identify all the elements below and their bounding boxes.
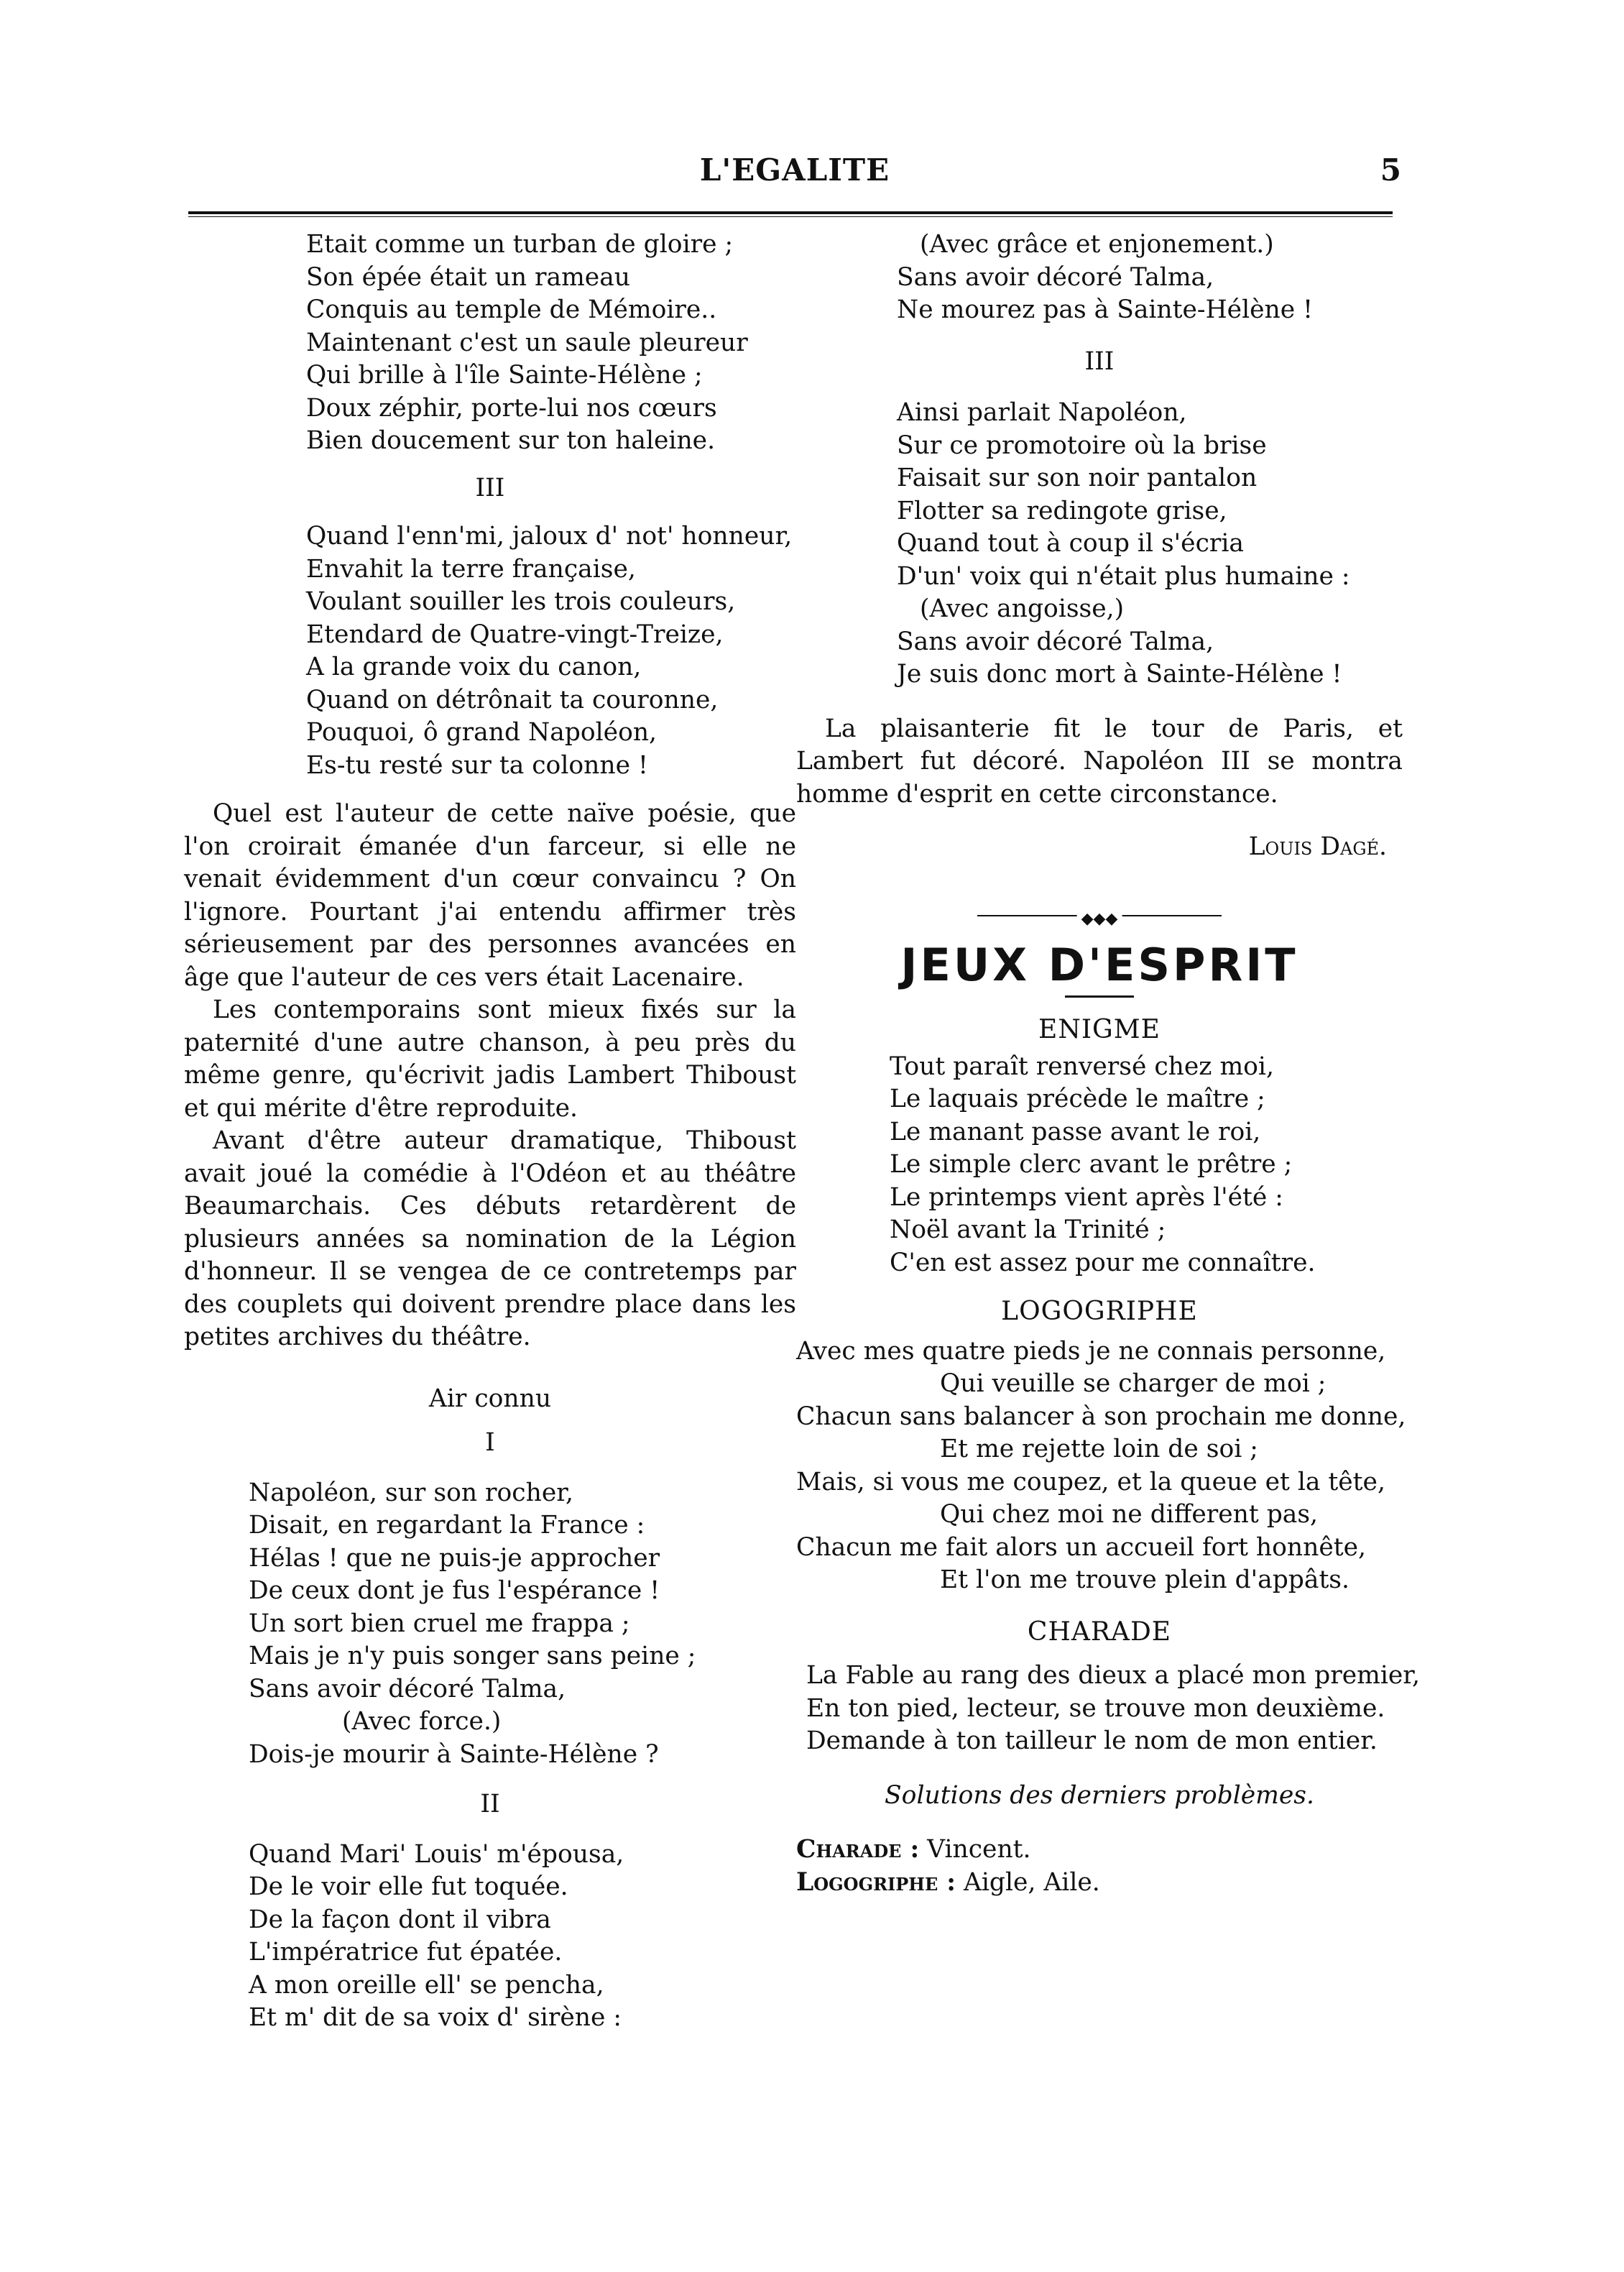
verse-line: Son épée était un rameau <box>306 262 630 292</box>
solution-value: Vincent. <box>927 1835 1031 1864</box>
verse-iii-right <box>796 397 1403 691</box>
paragraph: La plaisanterie fit le tour de Paris, et Lambert fut décoré. Napoléon III se montra homme d'esprit en cette circonstance. <box>796 714 1403 809</box>
verse-line: Quand Mari' Louis' m'épousa, <box>249 1839 624 1869</box>
verse-line: Etait comme un turban de gloire ; <box>306 230 734 259</box>
verse-line: Et me rejette loin de soi ; <box>940 1435 1258 1463</box>
verse-line: Tout paraît renversé chez moi, <box>890 1052 1274 1081</box>
verse-line: Etendard de Quatre-vingt-Treize, <box>306 620 724 649</box>
verse-line: Sans avoir décoré Talma, <box>897 262 1214 292</box>
running-title: L'EGALITE <box>699 152 890 188</box>
verse-line: Le simple clerc avant le prêtre ; <box>890 1150 1293 1179</box>
paragraph: Avant d'être auteur dramatique, Thiboust avait joué la comédie à l'Odéon et au théâtre Beaumarchais. Ces débuts retardèrent de plusieurs années sa nomination de la Légion d'honneur. Il se vengea de ce contretemps par des couplets qui doivent prendre place dans les petites archives du théâtre. <box>184 1126 796 1351</box>
verse-line: Envahit la terre française, <box>306 554 636 584</box>
verse-line: Es-tu resté sur ta colonne ! <box>306 750 648 780</box>
verse-line: Ne mourez pas à Sainte-Hélène ! <box>897 295 1314 324</box>
verse-line: Faisait sur son noir pantalon <box>897 464 1258 492</box>
verse-line: Maintenant c'est un saule pleureur <box>306 328 748 357</box>
verse-line: Chacun me fait alors un accueil fort honnête, <box>796 1532 1366 1562</box>
solution-value: Aigle, Aile. <box>963 1867 1100 1897</box>
verse-i <box>184 1477 796 1772</box>
short-rule <box>1065 995 1134 998</box>
paragraph: Les contemporains sont mieux fixés sur la paternité d'une autre chanson, à peu près du même genre, qu'écrivit jadis Lambert Thiboust et qui mérite d'être reproduite. <box>184 995 796 1123</box>
verse-line: Noël avant la Trinité ; <box>890 1215 1166 1244</box>
verse-line: Doux zéphir, porte-lui nos cœurs <box>306 393 717 423</box>
prose-block <box>184 798 796 1354</box>
solutions-heading: Solutions des derniers problèmes. <box>885 1780 1314 1810</box>
logogriphe-heading: LOGOGRIPHE <box>1001 1297 1198 1326</box>
verse-line: La Fable au rang des dieux a placé mon premier, <box>806 1661 1420 1690</box>
verse-line: Napoléon, sur son rocher, <box>249 1478 573 1507</box>
verse-ii <box>184 1839 796 2035</box>
verse-line: Sans avoir décoré Talma, <box>897 627 1214 656</box>
paragraph: Quel est l'auteur de cette naïve poésie, que l'on croirait émanée d'un farceur, si elle ne venait évidemment d'un cœur convaincu ? On l'ignore. Pourtant j'ai entendu affirmer très sérieusement par des personnes avancées en âge que l'auteur de ces vers était Lacenaire. <box>184 799 796 992</box>
left-column <box>184 229 796 2035</box>
solution-item <box>796 1867 1403 1900</box>
verse-line: Le printemps vient après l'été : <box>890 1182 1283 1212</box>
stage-direction: (Avec grâce et enjonement.) <box>920 230 1274 259</box>
verse-line: Chacun sans balancer à son prochain me donne, <box>796 1402 1406 1431</box>
verse-line: Avec mes quatre pieds je ne connais personne, <box>796 1336 1386 1366</box>
verse-line: Le laquais précède le maître ; <box>890 1085 1265 1113</box>
verse-line: Qui veuille se charger de moi ; <box>940 1369 1327 1398</box>
stanza-numeral: III <box>1084 346 1115 376</box>
verse-line: Sans avoir décoré Talma, <box>249 1674 566 1703</box>
verse-top <box>184 229 796 458</box>
solutions-list <box>796 1834 1403 1899</box>
verse-line: A mon oreille ell' se pencha, <box>249 1970 604 2000</box>
verse-line: Je suis donc mort à Sainte-Hélène ! <box>897 660 1342 689</box>
verse-line: Un sort bien cruel me frappa ; <box>249 1609 630 1638</box>
verse-line: Qui brille à l'île Sainte-Hélène ; <box>306 361 703 390</box>
verse-line: Qui chez moi ne different pas, <box>940 1500 1319 1529</box>
air-label: Air connu <box>428 1384 552 1413</box>
stage-direction: (Avec angoisse,) <box>920 594 1125 623</box>
games-title: JEUX D'ESPRIT <box>900 938 1298 991</box>
verse-line: Le manant passe avant le roi, <box>890 1117 1261 1146</box>
verse-line: Et m' dit de sa voix d' sirène : <box>249 2003 622 2032</box>
stanza-numeral: II <box>480 1790 500 1818</box>
verse-line: Quand l'enn'mi, jaloux d' not' honneur, <box>306 522 793 551</box>
verse-line: Bien doucement sur ton haleine. <box>306 426 716 455</box>
enigme-heading: ENIGME <box>1038 1015 1161 1044</box>
author-signature: Louis Dagé. <box>1248 832 1387 861</box>
verse-line: Mais je n'y puis songer sans peine ; <box>249 1642 696 1670</box>
verse-ii-end <box>796 229 1403 327</box>
verse-line: De la façon dont il vibra <box>249 1905 551 1934</box>
stanza-numeral: I <box>485 1428 495 1457</box>
verse-line: Demande à ton tailleur le nom de mon entier. <box>806 1726 1378 1755</box>
solution-item <box>796 1834 1403 1867</box>
verse-line: En ton pied, lecteur, se trouve mon deuxième. <box>806 1693 1385 1723</box>
verse-line: Mais, si vous me coupez, et la queue et la tête, <box>796 1467 1385 1496</box>
verse-iii <box>184 520 796 782</box>
verse-line: C'en est assez pour me connaître. <box>890 1248 1316 1277</box>
diamond-ornament-icon: ◆◆◆ <box>1077 903 1122 936</box>
verse-line: Quand on détrônait ta couronne, <box>306 685 719 714</box>
page-header <box>188 152 1401 196</box>
charade-verse <box>796 1660 1420 1758</box>
verse-line: Voulant souiller les trois couleurs, <box>306 587 736 616</box>
solution-label: Logogriphe : <box>796 1867 956 1897</box>
enigme-verse <box>890 1051 1403 1280</box>
verse-line: Disait, en regardant la France : <box>249 1511 645 1540</box>
verse-line: Conquis au temple de Mémoire.. <box>306 295 717 324</box>
logogriphe-verse <box>796 1335 1406 1597</box>
stanza-numeral: III <box>475 473 505 502</box>
verse-line: Hélas ! que ne puis-je approcher <box>249 1543 660 1573</box>
verse-line: De ceux dont je fus l'espérance ! <box>249 1576 660 1605</box>
ornament-divider <box>977 909 1222 928</box>
verse-line: De le voir elle fut toquée. <box>249 1872 568 1901</box>
verse-line: Pouquoi, ô grand Napoléon, <box>306 718 658 747</box>
verse-line: Quand tout à coup il s'écria <box>897 529 1244 558</box>
verse-line: Et l'on me trouve plein d'appâts. <box>940 1565 1350 1594</box>
right-column <box>796 229 1420 1899</box>
page-number: 5 <box>1380 152 1401 188</box>
prose-block <box>796 713 1403 811</box>
verse-line: L'impératrice fut épatée. <box>249 1938 563 1967</box>
verse-line: Dois-je mourir à Sainte-Hélène ? <box>249 1739 659 1769</box>
header-rule <box>188 211 1393 217</box>
verse-line: Sur ce promotoire où la brise <box>897 431 1267 460</box>
verse-line: A la grande voix du canon, <box>306 653 642 681</box>
verse-line: D'un' voix qui n'était plus humaine : <box>897 561 1350 591</box>
stage-direction: (Avec force.) <box>342 1707 502 1736</box>
verse-line: Flotter sa redingote grise, <box>897 496 1227 525</box>
solution-label: Charade : <box>796 1835 920 1864</box>
verse-line: Ainsi parlait Napoléon, <box>897 398 1187 427</box>
charade-heading: CHARADE <box>1027 1616 1172 1647</box>
